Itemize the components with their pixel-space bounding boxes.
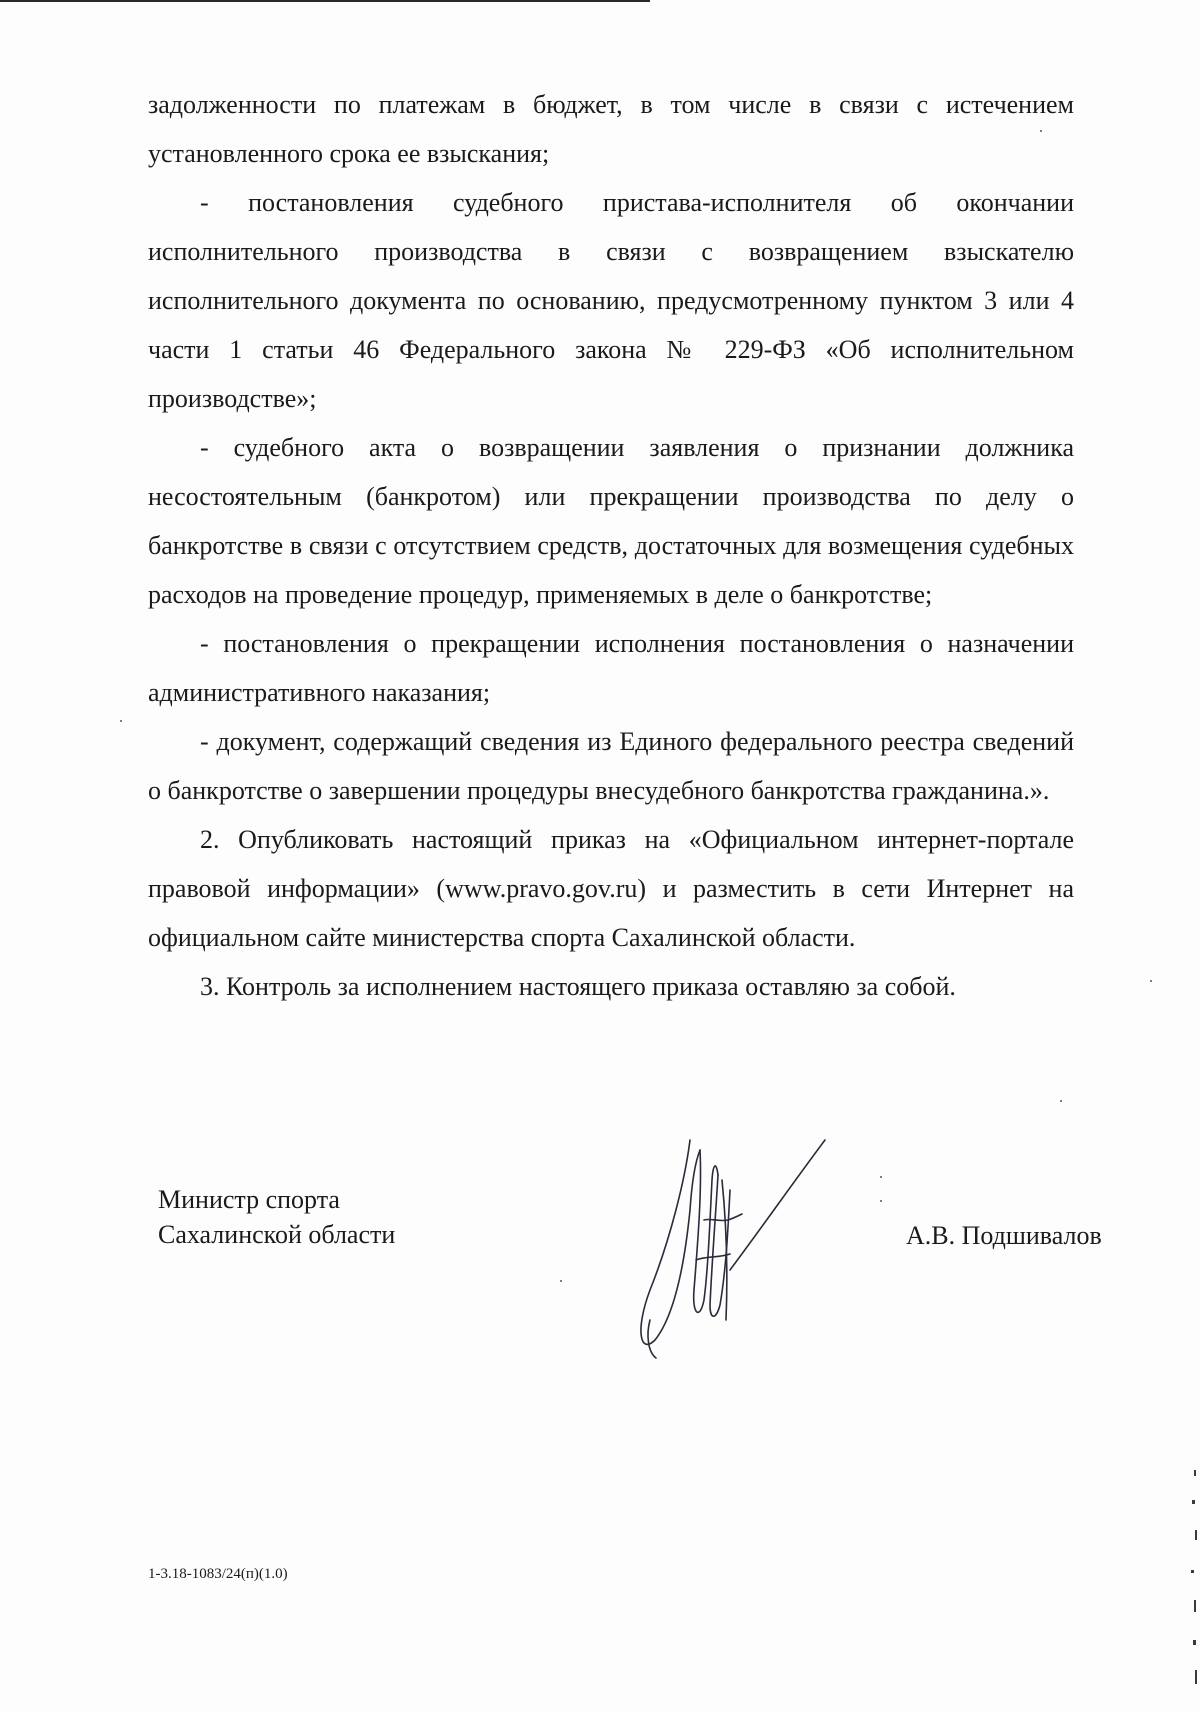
paragraph-termination-resolution: - постановления о прекращении исполнения постановления о назначении административного наказания;	[148, 629, 1074, 707]
document-body	[148, 80, 1074, 1011]
paragraph-control: 3. Контроль за исполнением настоящего приказа оставляю за собой.	[200, 972, 956, 1001]
scan-speck	[880, 1176, 882, 1178]
scan-speck	[120, 720, 122, 722]
paragraph-publication: 2. Опубликовать настоящий приказ на «Официальном интернет-портале правовой информации» (www.pravo.gov.ru) и разместить в сети Интернет на официальном сайте министерства спорта Сахалинской области.	[148, 825, 1074, 952]
scan-speck	[1150, 980, 1152, 982]
signatory-position-line1: Министр спорта	[158, 1185, 340, 1214]
scan-speck	[560, 1280, 562, 1282]
document-code: 1-3.18-1083/24(п)(1.0)	[148, 1566, 288, 1582]
signatory-position-line2: Сахалинской области	[158, 1220, 396, 1249]
scan-speck	[880, 1200, 882, 1202]
scan-speck	[1060, 1100, 1062, 1102]
paragraph-bankruptcy-registry: - документ, содержащий сведения из Единого федерального реестра сведений о банкротстве о завершении процедуры внесудебного банкротства гражданина.».	[148, 727, 1074, 805]
handwritten-signature-icon	[630, 1120, 840, 1360]
scan-speck	[1040, 130, 1042, 132]
scan-edge-noise	[1186, 1460, 1198, 1700]
paragraph-court-act: - судебного акта о возвращении заявления о признании должника несостоятельным (банкротом) или прекращении производства по делу о банкротстве в связи с отсутствием средств, достаточных для возмещения судебных расходов на проведение процедур, применяемых в деле о банкротстве;	[148, 433, 1074, 609]
signatory-position	[158, 1182, 395, 1252]
paragraph-debt-continuation: задолженности по платежам в бюджет, в том числе в связи с истечением установленного срока ее взыскания;	[148, 90, 1074, 168]
top-border-line	[0, 0, 650, 2]
paragraph-bailiff-resolution: - постановления судебного пристава-исполнителя об окончании исполнительного производства в связи с возвращением взыскателю исполнительного документа по основанию, предусмотренному пунктом 3 или 4 части 1 статьи 46 Федерального закона № 229-ФЗ «Об исполнительном производстве»;	[148, 188, 1074, 413]
signatory-name: А.В. Подшивалов	[906, 1221, 1102, 1250]
